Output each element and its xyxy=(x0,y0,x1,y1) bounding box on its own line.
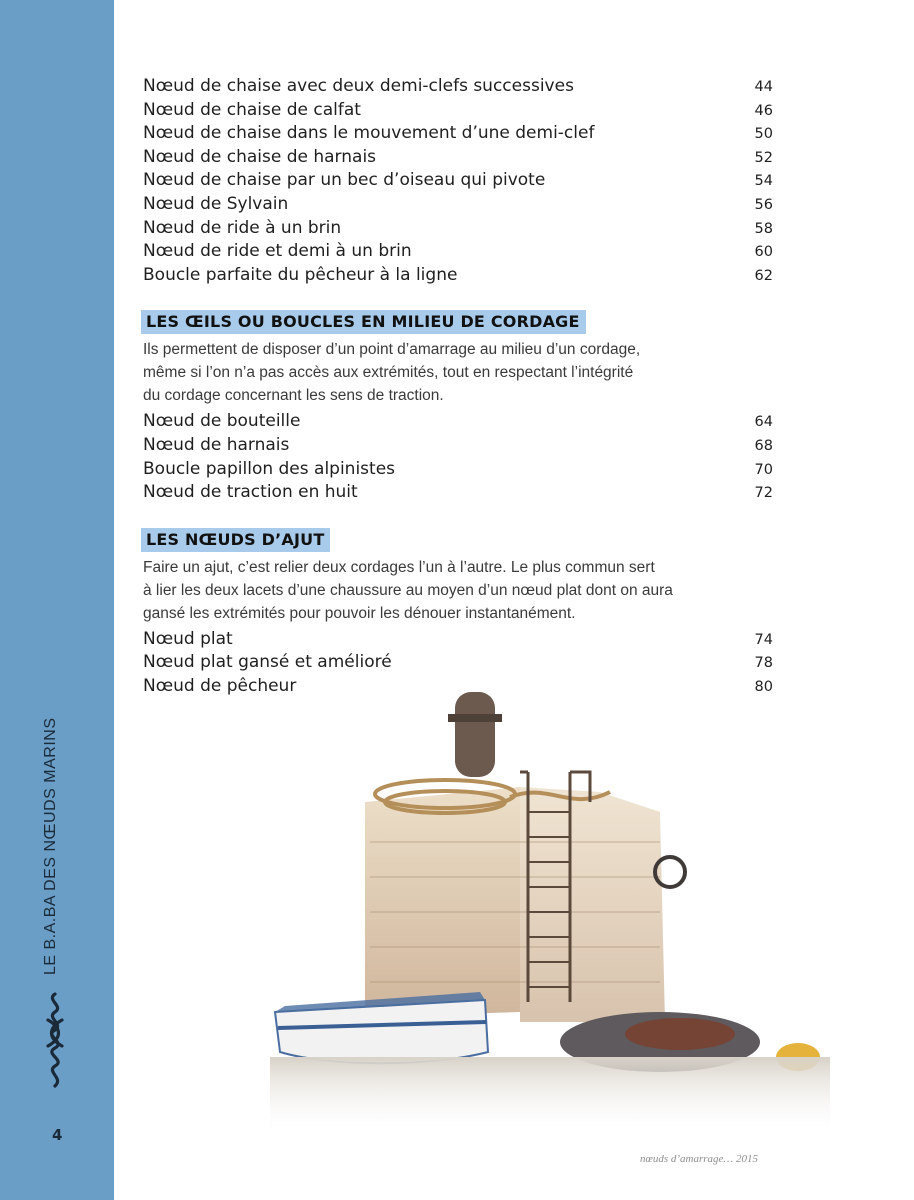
toc-content xyxy=(143,76,773,700)
toc-entry xyxy=(143,435,773,459)
toc-entry-page: 46 xyxy=(754,102,773,119)
desc-line: même si l’on n’a pas accès aux extrémités, tout en respectant l’intégrité xyxy=(143,364,634,382)
toc-entry-label: Nœud de bouteille xyxy=(143,411,301,432)
toc-entry-label: Nœud plat gansé et amélioré xyxy=(143,652,392,673)
toc-entry-page: 50 xyxy=(754,126,773,143)
toc-list-top xyxy=(143,76,773,288)
desc-line: du cordage concernant les sens de traction. xyxy=(143,387,444,405)
rope-knot-icon xyxy=(40,990,70,1090)
toc-entry-page: 58 xyxy=(754,220,773,237)
toc-entry-page: 44 xyxy=(754,79,773,95)
toc-entry-page: 54 xyxy=(754,173,773,190)
toc-entry-page: 64 xyxy=(754,414,773,431)
toc-entry xyxy=(143,411,773,435)
toc-entry-label: Nœud de pêcheur xyxy=(143,675,297,696)
toc-list-oeils xyxy=(143,411,773,505)
desc-line: Faire un ajut, c’est relier deux cordages l’un à l’autre. Le plus commun sert xyxy=(143,558,655,576)
desc-line: gansé les extrémités pour pouvoir les dénouer instantanément. xyxy=(143,604,576,622)
toc-entry xyxy=(143,218,773,242)
toc-entry-label: Nœud de chaise de calfat xyxy=(143,99,361,120)
toc-entry xyxy=(143,170,773,194)
toc-entry-page: 74 xyxy=(754,631,773,648)
book-title: LE B.A.BA DES NŒUDS MARINS xyxy=(42,717,59,975)
toc-entry-page: 78 xyxy=(754,655,773,672)
watercolor-harbor-quay-icon xyxy=(270,672,830,1172)
toc-entry-label: Nœud de chaise de harnais xyxy=(143,146,377,167)
toc-entry xyxy=(143,459,773,483)
toc-entry xyxy=(143,241,773,265)
toc-entry xyxy=(143,629,773,653)
section-title-oeils: LES ŒILS OU BOUCLES EN MILIEU DE CORDAGE xyxy=(141,310,586,334)
toc-entry-page: 60 xyxy=(754,244,773,261)
toc-entry-label: Nœud de chaise par un bec d’oiseau qui pivote xyxy=(143,170,546,191)
toc-entry-page: 56 xyxy=(754,196,773,213)
toc-entry-label: Nœud de ride à un brin xyxy=(143,217,342,238)
toc-entry xyxy=(143,100,773,124)
toc-entry-label: Nœud plat xyxy=(143,628,233,649)
desc-line: à lier les deux lacets d’une chaussure au moyen d’un nœud plat dont on aura xyxy=(143,581,673,599)
toc-entry xyxy=(143,147,773,171)
section-description-oeils xyxy=(143,338,743,407)
toc-entry-label: Nœud de ride et demi à un brin xyxy=(143,241,412,262)
section-title-ajut: LES NŒUDS D’AJUT xyxy=(141,528,330,552)
toc-entry-page: 80 xyxy=(754,678,773,695)
toc-entry-label: Nœud de chaise avec deux demi-clefs successives xyxy=(143,76,574,96)
sidebar xyxy=(0,0,114,1200)
desc-line: Ils permettent de disposer d’un point d’amarrage au milieu d’un cordage, xyxy=(143,341,641,359)
toc-entry xyxy=(143,265,773,289)
toc-entry-page: 52 xyxy=(754,149,773,166)
toc-entry-label: Nœud de harnais xyxy=(143,434,290,455)
toc-entry xyxy=(143,482,773,506)
toc-entry-page: 62 xyxy=(754,267,773,284)
toc-entry xyxy=(143,76,773,100)
artist-signature: nœuds d’amarrage… 2015 xyxy=(640,1153,758,1165)
toc-entry-label: Boucle papillon des alpinistes xyxy=(143,458,396,479)
toc-entry xyxy=(143,123,773,147)
section-description-ajut xyxy=(143,556,743,625)
toc-entry-label: Nœud de chaise dans le mouvement d’une demi-clef xyxy=(143,123,595,144)
toc-entry-label: Boucle parfaite du pêcheur à la ligne xyxy=(143,264,458,285)
toc-entry-page: 68 xyxy=(754,437,773,454)
toc-entry-label: Nœud de Sylvain xyxy=(143,193,289,214)
toc-entry xyxy=(143,194,773,218)
toc-entry-page: 72 xyxy=(754,485,773,502)
page-number: 4 xyxy=(52,1126,63,1144)
toc-entry-page: 70 xyxy=(754,461,773,478)
toc-entry-label: Nœud de traction en huit xyxy=(143,482,358,503)
